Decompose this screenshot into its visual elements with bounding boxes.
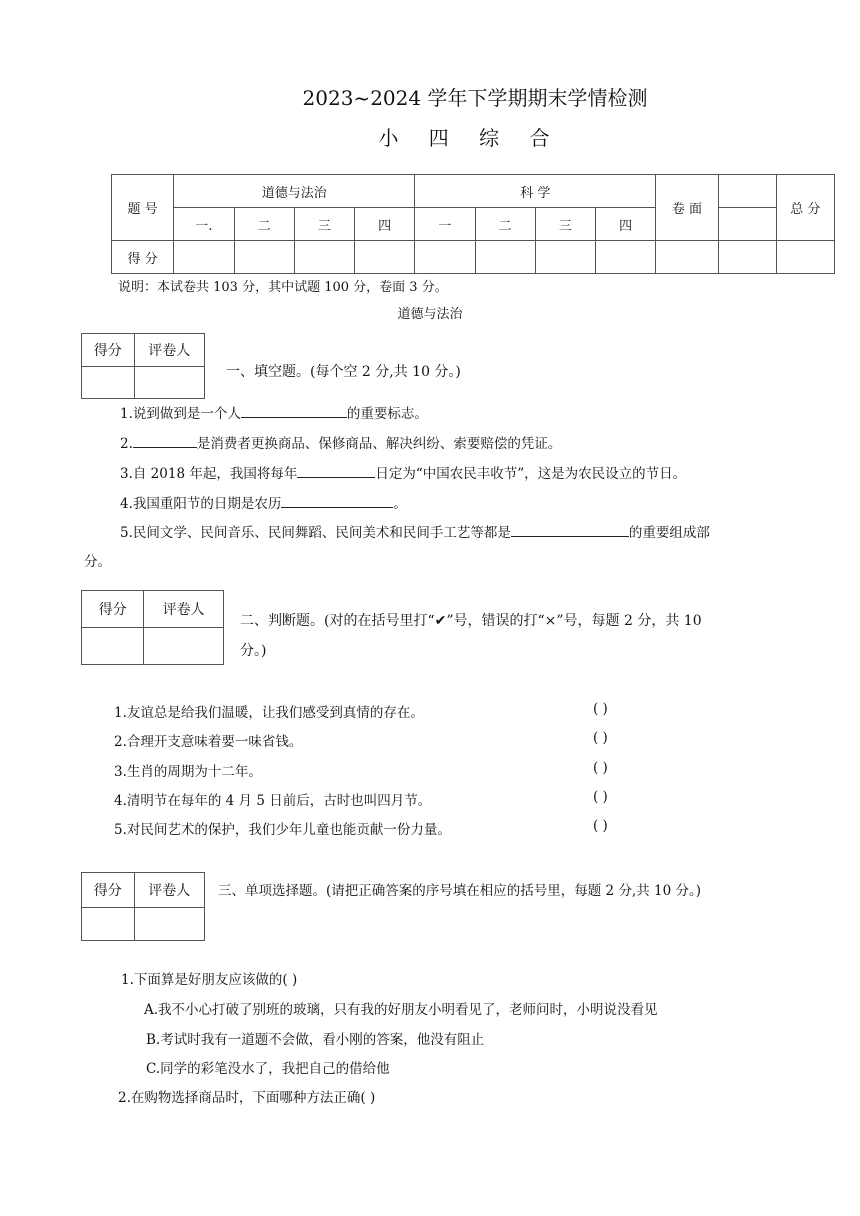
judge-item-5: 5.对民间艺术的保护，我们少年儿童也能贡献一份力量。 [114,822,451,838]
grader-score-label: 得分 [82,591,144,628]
section-heading: 道德与法治 [397,307,463,322]
fill-question-5: 5.民间文学、民间音乐、民间舞蹈、民间美术和民间手工艺等都是 的重要组成部 [120,521,710,541]
col-k4: 四 [596,208,656,241]
part2-title-line1: 二、判断题。(对的在括号里打“✔”号，错误的打“×”号，每题 2 分，共 10 [240,613,702,629]
score-cell[interactable] [415,241,475,274]
col-k3: 三 [535,208,595,241]
juanmian-label: 卷 面 [656,175,718,241]
grader-score-label: 得分 [82,334,135,367]
row-label-defen: 得 分 [112,241,174,274]
score-cell[interactable] [776,241,834,274]
group-kexue: 科 学 [415,175,656,208]
blank-2[interactable] [133,433,197,448]
judge-answer-5[interactable]: ( ) [593,818,608,834]
judge-answer-1[interactable]: ( ) [593,701,608,717]
score-cell[interactable] [718,241,776,274]
judge-item-4: 4.清明节在每年的 4 月 5 日前后，古时也叫四月节。 [114,793,432,809]
col-d4: 四 [355,208,415,241]
fill-question-5-cont: 分。 [84,554,111,570]
score-cell[interactable] [596,241,656,274]
choice-question-2: 2.在购物选择商品时，下面哪种方法正确( ) [118,1090,376,1106]
score-cell[interactable] [535,241,595,274]
col-d3: 三 [294,208,354,241]
blank-3[interactable] [297,463,375,478]
choice-question-1: 1.下面算是好朋友应该做的( ) [121,972,298,988]
blank-4[interactable] [281,493,393,508]
score-cell[interactable] [174,241,234,274]
part3-title: 三、单项选择题。(请把正确答案的序号填在相应的括号里，每题 2 分,共 10 分。) [218,883,702,899]
score-cell[interactable] [294,241,354,274]
grader-score-label: 得分 [82,873,135,908]
exam-note: 说明：本试卷共 103 分，其中试题 100 分，卷面 3 分。 [118,280,448,295]
grader-name-cell[interactable] [134,908,204,941]
zongfen-label: 总 分 [776,175,834,241]
grader-score-cell[interactable] [82,367,135,399]
col-k1: 一 [415,208,475,241]
score-cell[interactable] [355,241,415,274]
grader-name-cell[interactable] [134,367,204,399]
juanmian-score-top [718,175,776,208]
score-cell[interactable] [656,241,718,274]
judge-answer-2[interactable]: ( ) [593,730,608,746]
exam-title: 2023~2024 学年下学期期末学情检测 [302,86,648,110]
grader-label: 评卷人 [134,334,204,367]
group-daode: 道德与法治 [174,175,415,208]
score-table [111,174,835,274]
judge-item-1: 1.友谊总是给我们温暖，让我们感受到真情的存在。 [114,705,424,721]
fill-question-4: 4.我国重阳节的日期是农历 。 [120,492,407,512]
judge-item-2: 2.合理开支意味着要一味省钱。 [114,734,303,750]
score-cell[interactable] [475,241,535,274]
choice-option-1b: B.考试时我有一道题不会做，看小刚的答案，他没有阻止 [146,1032,485,1048]
col-d2: 二 [234,208,294,241]
grader-label: 评卷人 [144,591,224,628]
grader-box-3 [81,872,205,941]
grader-score-cell[interactable] [82,628,144,665]
col-k2: 二 [475,208,535,241]
blank-5[interactable] [511,522,629,537]
fill-question-2: 2. 是消费者更换商品、保修商品、解决纠纷、索要赔偿的凭证。 [120,432,561,452]
grader-box-1 [81,333,205,399]
judge-answer-4[interactable]: ( ) [593,789,608,805]
grader-box-2 [81,590,224,665]
row-label-tihao: 题 号 [112,175,174,241]
choice-option-1c: C.同学的彩笔没水了，我把自己的借给他 [146,1061,390,1077]
grader-score-cell[interactable] [82,908,135,941]
grader-name-cell[interactable] [144,628,224,665]
fill-question-3: 3.自 2018 年起，我国将每年 日定为“中国农民丰收节”，这是为农民设立的节日。 [120,462,686,482]
juanmian-score-bottom [718,208,776,241]
judge-item-3: 3.生肖的周期为十二年。 [114,764,262,780]
score-cell[interactable] [234,241,294,274]
col-d1: 一. [174,208,234,241]
blank-1[interactable] [241,403,347,418]
part1-title: 一、填空题。(每个空 2 分,共 10 分。) [226,364,461,380]
part2-title-line2: 分。) [240,643,267,659]
exam-subtitle: 小 四 综 合 [378,126,562,150]
judge-answer-3[interactable]: ( ) [593,760,608,776]
choice-option-1a: A.我不小心打破了别班的玻璃，只有我的好朋友小明看见了，老师问时，小明说没看见 [144,1002,658,1018]
grader-label: 评卷人 [134,873,204,908]
fill-question-1: 1.说到做到是一个人 的重要标志。 [120,402,428,422]
